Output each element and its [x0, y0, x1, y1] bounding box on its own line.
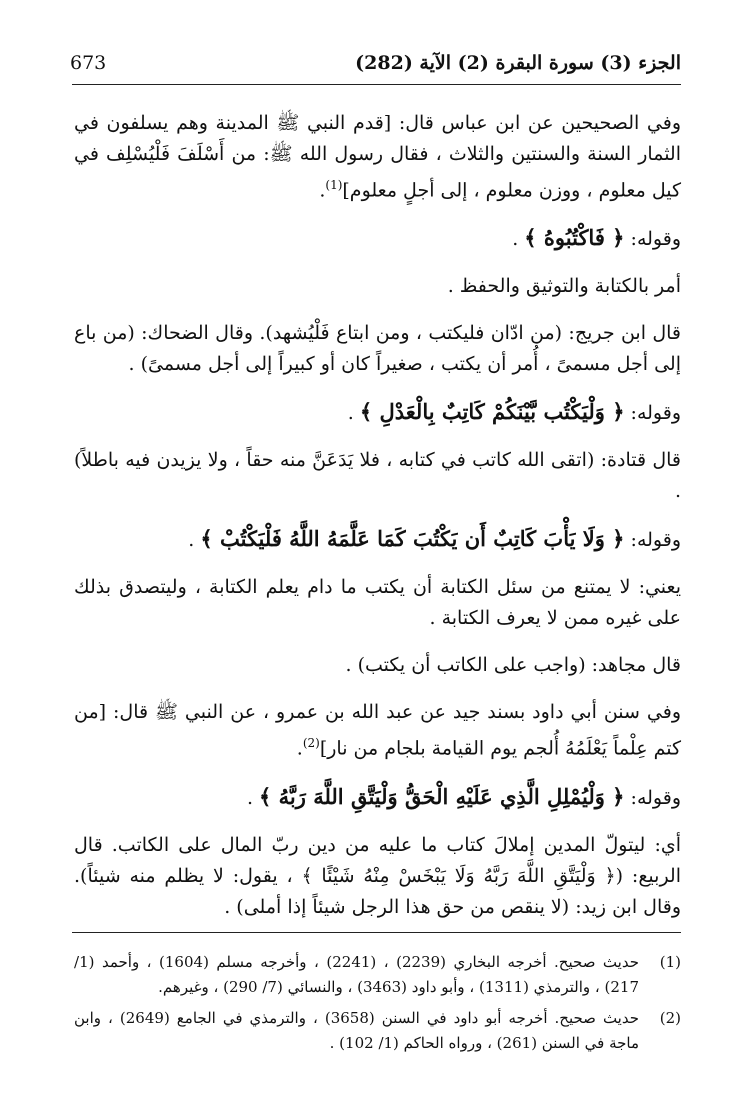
verse-lead: وقوله: — [624, 786, 681, 809]
verse-line — [74, 781, 681, 814]
verse-tail: . — [188, 529, 201, 552]
paragraph-text: وفي سنن أبي داود بسند جيد عن عبد الله بن عمرو ، عن النبي ﷺ قال: [من كتم عِلْماً يَعْلَمُهُ أُلجم يوم القيامة بلجام من نار] — [74, 701, 681, 760]
paragraph-text: أمر بالكتابة والتوثيق والحفظ . — [447, 275, 681, 298]
paragraph-end: . — [319, 179, 326, 202]
footnote-number: (2) — [659, 1009, 681, 1027]
verse-tail: . — [512, 228, 525, 251]
header-divider — [72, 84, 681, 85]
paragraph-end: . — [296, 737, 303, 760]
verse-lead: وقوله: — [624, 529, 681, 552]
verse-line — [74, 222, 681, 255]
footnote — [74, 1006, 681, 1056]
paragraph-text: أي: ليتولّ المدين إملالَ كتاب ما عليه من دين ربّ المال على الكاتب. قال الربيع: (﴿ وَلْيَتَّقِ اللَّهَ رَبَّهُ وَلَا يَبْخَسْ مِنْهُ شَيْئًا ﴾ ، يقول: لا يظلم منه شيئاً). وقال ابن زيد: (لا ينقص من حق هذا الرجل شيئاً إذا أملى) . — [74, 833, 681, 918]
paragraph — [74, 271, 681, 302]
paragraph — [74, 572, 681, 634]
footnote-ref: (2) — [302, 736, 320, 751]
quran-verse: ﴿ وَلَا يَأْبَ كَاتِبٌ أَن يَكْتُبَ كَمَا عَلَّمَهُ اللَّهُ فَلْيَكْتُبْ ﴾ — [200, 526, 625, 552]
paragraph-text: قال قتادة: (اتقى الله كاتب في كتابه ، فلا يَدَعَنَّ منه حقاً ، ولا يزيدن فيه باطلاً) . — [74, 449, 681, 503]
paragraph-text: قال مجاهد: (واجب على الكاتب أن يكتب) . — [345, 654, 681, 677]
paragraph-text: يعني: لا يمتنع من سئل الكتابة أن يكتب ما دام يعلم الكتابة ، وليتصدق بذلك على غيره ممن لا يعرف الكتابة . — [74, 576, 681, 630]
verse-tail: . — [246, 786, 260, 809]
paragraph-text: وفي الصحيحين عن ابن عباس قال: [قدم النبي ﷺ المدينة وهم يسلفون في الثمار السنة والسنتين والثلاث ، فقال رسول الله ﷺ: من أَسْلَفَ فَلْيُسْلِف في كيل معلوم ، ووزن معلوم ، إلى أجلٍ معلوم] — [74, 112, 681, 202]
footnote-divider — [72, 932, 681, 933]
footnote-number: (1) — [659, 953, 681, 971]
main-text — [74, 108, 681, 939]
paragraph — [74, 318, 681, 380]
verse-line — [74, 396, 681, 429]
page-number: 673 — [70, 52, 107, 74]
running-header — [70, 48, 681, 78]
footnote — [74, 950, 681, 1000]
footnote-ref: (1) — [325, 178, 343, 192]
quran-verse: ﴿ فَاكْتُبُوهُ ﴾ — [524, 225, 625, 251]
paragraph — [74, 650, 681, 681]
quran-verse: ﴿ وَلْيُمْلِلِ الَّذِي عَلَيْهِ الْحَقُّ وَلْيَتَّقِ اللَّهَ رَبَّهُ ﴾ — [259, 783, 625, 809]
verse-line — [74, 523, 681, 556]
paragraph — [74, 830, 681, 923]
verse-lead: وقوله: — [624, 402, 681, 425]
verse-tail: . — [347, 402, 360, 425]
footnotes — [74, 950, 681, 1062]
verse-lead: وقوله: — [624, 228, 681, 251]
quran-verse: ﴿ وَلْيَكْتُب بَّيْنَكُمْ كَاتِبٌ بِالْعَدْلِ ﴾ — [359, 399, 625, 425]
header-title: الجزء (3) سورة البقرة (2) الآية (282) — [355, 52, 681, 74]
footnote-text: حديث صحيح. أخرجه أبو داود في السنن (3658) ، والترمذي في الجامع (2649) ، وابن ماجة في السنن (261) ، ورواه الحاكم (1/ 102) . — [74, 1009, 639, 1052]
footnote-text: حديث صحيح. أخرجه البخاري (2239) ، (2241) ، وأخرجه مسلم (1604) ، وأحمد (1/ 217) ، والترمذي (1311) ، وأبو داود (3463) ، والنسائي (7/ 290) ، وغيرهم. — [74, 953, 639, 996]
paragraph — [74, 445, 681, 507]
paragraph-text: قال ابن جريج: (من ادّان فليكتب ، ومن ابتاع فَلْيُشهد). وقال الضحاك: (من باع إلى أجل مسمىً ، أُمر أن يكتب ، صغيراً كان أو كبيراً إلى أجل مسمىً) . — [74, 322, 681, 376]
paragraph — [74, 108, 681, 206]
paragraph — [74, 697, 681, 764]
